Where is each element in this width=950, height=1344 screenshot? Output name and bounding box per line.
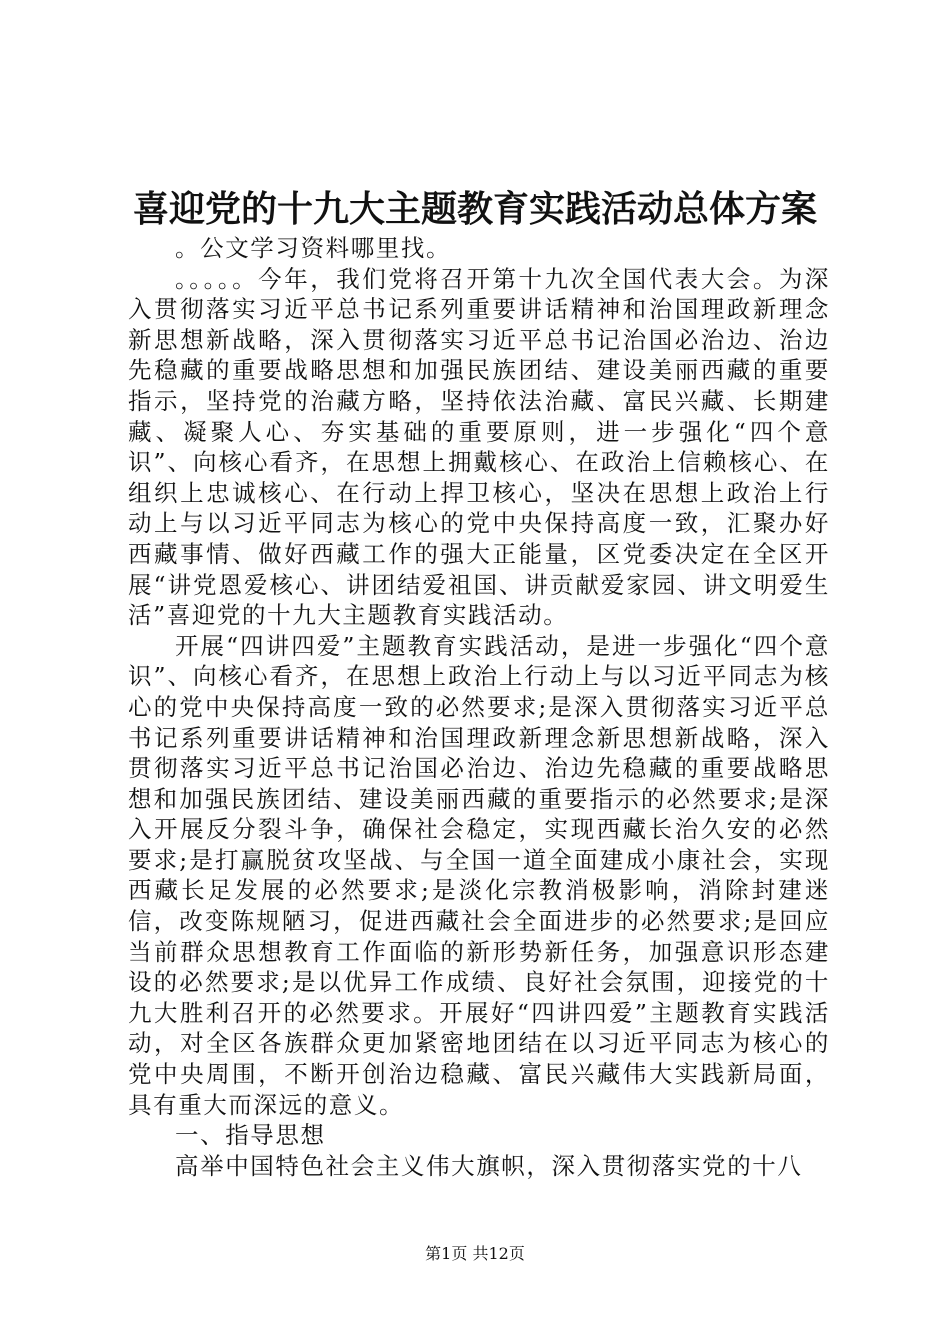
paragraph-background: 。。。。。今年，我们党将召开第十九次全国代表大会。为深入贯彻落实习近平总书记系列重要讲话精神和治国理政新理念新思想新战略，深入贯彻落实习近平总书记治国必治边、治边先稳藏的重要战略思想和加强民族团结、建设美丽西藏的重要指示，坚持党的治藏方略，坚持依法治藏、富民兴藏、长期建藏、凝聚人心、夯实基础的重要原则，进一步强化“四个意识”、向核心看齐，在思想上拥戴核心、在政治上信赖核心、在组织上忠诚核心、在行动上捍卫核心，坚决在思想上政治上行动上与以习近平同志为核心的党中央保持高度一致，汇聚办好西藏事情、做好西藏工作的强大正能量，区党委决定在全区开展“讲党恩爱核心、讲团结爱祖国、讲贡献爱家园、讲文明爱生活”喜迎党的十九大主题教育实践活动。 — [128, 264, 830, 630]
page-footer — [0, 1244, 950, 1264]
document-body — [128, 233, 830, 1181]
paragraph-significance: 开展“四讲四爱”主题教育实践活动，是进一步强化“四个意识”、向核心看齐，在思想上政治上行动上与以习近平同志为核心的党中央保持高度一致的必然要求;是深入贯彻落实习近平总书记系列重要讲话精神和治国理政新理念新思想新战略，深入贯彻落实习近平总书记治国必治边、治边先稳藏的重要战略思想和加强民族团结、建设美丽西藏的重要指示的必然要求;是深入开展反分裂斗争，确保社会稳定，实现西藏长治久安的必然要求;是打赢脱贫攻坚战、与全国一道全面建成小康社会，实现西藏长足发展的必然要求;是淡化宗教消极影响，消除封建迷信，改变陈规陋习，促进西藏社会全面进步的必然要求;是回应当前群众思想教育工作面临的新形势新任务，加强意识形态建设的必然要求;是以优异工作成绩、良好社会氛围，迎接党的十九大胜利召开的必然要求。开展好“四讲四爱”主题教育实践活动，对全区各族群众更加紧密地团结在以习近平同志为核心的党中央周围，不断开创治边稳藏、富民兴藏伟大实践新局面，具有重大而深远的意义。 — [128, 631, 830, 1119]
paragraph-intro-note: 。公文学习资料哪里找。 — [175, 234, 452, 262]
paragraph-guiding-thought: 高举中国特色社会主义伟大旗帜，深入贯彻落实党的十八 — [175, 1151, 803, 1180]
section-heading-guiding-thought: 一、指导思想 — [175, 1121, 326, 1150]
page-total: 共12页 — [472, 1244, 525, 1263]
document-title: 喜迎党的十九大主题教育实践活动总体方案 — [132, 188, 817, 230]
page-number: 第1页 — [425, 1244, 468, 1263]
